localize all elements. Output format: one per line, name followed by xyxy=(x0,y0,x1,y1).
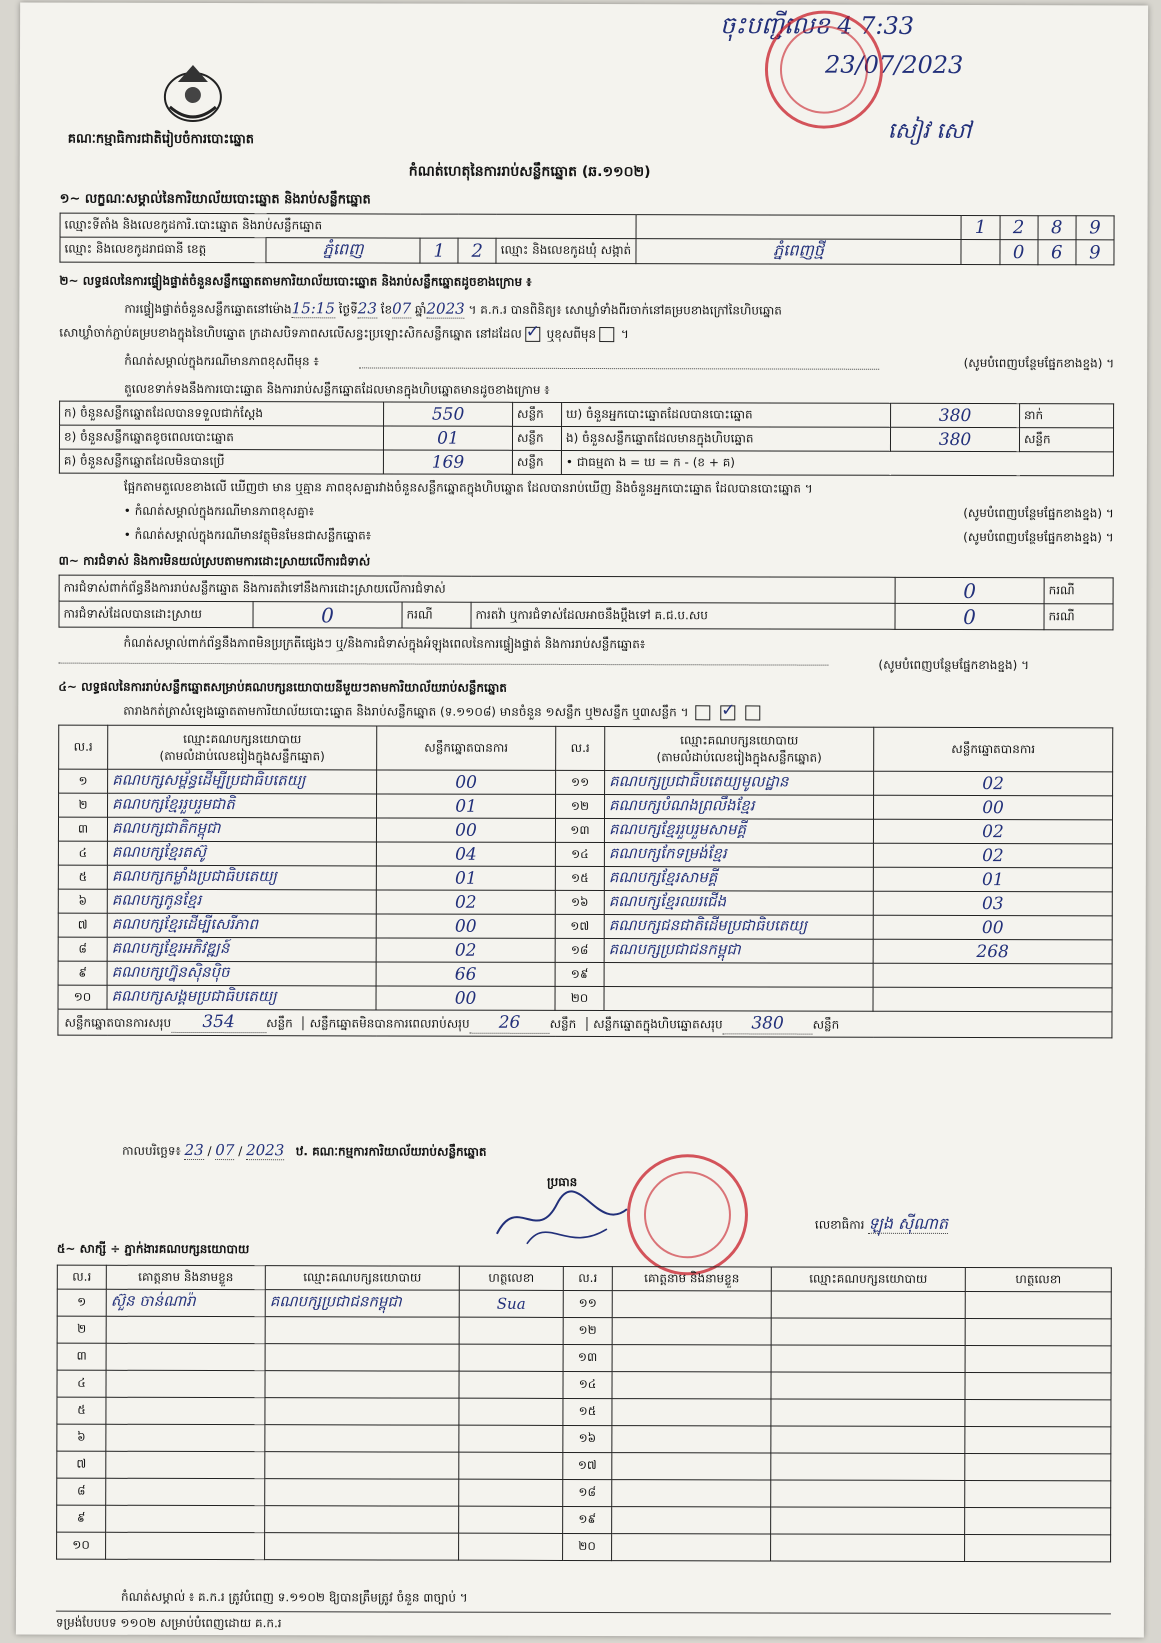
party-name xyxy=(604,987,873,1012)
party-votes: 02 xyxy=(376,890,555,914)
party-name: គណបក្សខ្មែរអភិវឌ្ឍន៍ xyxy=(107,937,376,962)
witness-name[interactable] xyxy=(106,1316,265,1343)
s2-note1: កំណត់សម្គាល់ក្នុងករណីមានភាពខុសពីមុន ៖ (សូមបំពេញបន្ថែមផ្នែកខាងខ្នង) ។ xyxy=(124,353,1115,371)
party-votes: 00 xyxy=(377,770,556,794)
commune-name: ភ្នំពេញថ្មី xyxy=(636,239,962,265)
voters-voted: 380 xyxy=(891,403,1020,427)
party-votes: 00 xyxy=(873,915,1112,940)
date-year: 2023 xyxy=(246,1141,285,1160)
witness-signature[interactable] xyxy=(459,1317,563,1344)
s1-table xyxy=(59,213,1114,266)
witness-number: ២ xyxy=(57,1316,106,1343)
party-votes: 00 xyxy=(874,795,1113,820)
party-number: ៨ xyxy=(58,937,107,961)
s5-witness-table: ល.រ គោត្តនាម និងនាមខ្លួន ឈ្មោះគណបក្សនយោបាយ ហត្ថលេខា ល.រ គោត្តនាម និងនាមខ្លួន ឈ្មោះគណបក្សនយោបាយ ហត្ថលេខា ១ ស៊ួន ចាន់ណារ៉ា គណបក្សប្រជាជនកម្ពុជា Sua ១១ ២ ១២ ៣ ១៣ ៤ ១៤ ៥ ១៥ ៦ ១៦ ៧ ១៧ ៨ ១៨ ៩ ១៩ ១០ ២០ xyxy=(56,1265,1112,1563)
witness-signature[interactable] xyxy=(459,1506,563,1533)
s2-line1: ការផ្ទៀងផ្ទាត់ចំនួនសន្លឹកឆ្នោតនៅម៉ោង15:15 ថ្ងៃទី23 ខែ07 ឆ្នាំ2023 ។ គ.ក.រ បានពិនិត្យ៖ សោឃ្លាំទាំងពីរចាក់នៅគម្របខាងក្រៅនៃហិបឆ្នោត xyxy=(124,299,782,318)
party-number: ១០ xyxy=(58,985,107,1009)
party-name: គណបក្សកម្លាំងប្រជាធិបតេយ្យ xyxy=(107,865,376,890)
province-name: ភ្នំពេញ xyxy=(266,238,420,263)
witness-name[interactable] xyxy=(106,1478,265,1505)
party-number: ៦ xyxy=(58,889,107,913)
party-name: គណបក្សសង្គមប្រជាធិបតេយ្យ xyxy=(107,985,376,1010)
witness-number: ១ xyxy=(57,1289,106,1316)
witness-party[interactable] xyxy=(771,1345,965,1373)
chair-signature xyxy=(487,1184,637,1254)
party-number: ១៥ xyxy=(555,866,604,890)
commune-digit: 9 xyxy=(1076,240,1114,265)
committee-stamp xyxy=(627,1154,748,1275)
witness-signature[interactable] xyxy=(459,1452,563,1479)
s2-bullet2: • កំណត់សម្គាល់ក្នុងករណីមានវត្ថុមិនមែនជាសន្លឹកឆ្នោត៖ (សូមបំពេញបន្ថែមផ្នែកខាងខ្នង) ។ xyxy=(123,527,1114,545)
party-votes: 02 xyxy=(873,843,1112,868)
witness-name[interactable] xyxy=(106,1370,265,1397)
witness-name[interactable] xyxy=(612,1318,771,1345)
party-number: ១ xyxy=(59,769,108,793)
witness-number: ១៣ xyxy=(563,1344,612,1371)
witness-name[interactable] xyxy=(106,1424,265,1451)
ballots-received: 550 xyxy=(384,402,513,426)
witness-name[interactable] xyxy=(612,1291,771,1318)
witness-number: ៤ xyxy=(57,1370,106,1397)
party-votes: 268 xyxy=(873,939,1112,964)
s1-row2-label1: ឈ្មោះ និងលេខកូដរាជធានី ខេត្ត xyxy=(60,237,266,263)
party-name: គណបក្សខ្មែរឈរជើង xyxy=(604,891,873,916)
witness-party[interactable] xyxy=(265,1533,459,1561)
party-name: គណបក្សជនជាតិដើមប្រជាធិបតេយ្យ xyxy=(604,915,873,940)
table-row xyxy=(57,1478,1111,1508)
party-votes: 02 xyxy=(376,938,555,962)
total-in-box: 380 xyxy=(723,1013,813,1034)
table-row xyxy=(57,1343,1111,1373)
witness-number: ៣ xyxy=(57,1343,106,1370)
witness-party[interactable] xyxy=(265,1425,459,1453)
commune-digit: 0 xyxy=(1000,240,1038,265)
table-row xyxy=(58,961,1112,988)
party-votes: 03 xyxy=(873,891,1112,916)
witness-party[interactable] xyxy=(771,1399,965,1427)
witness-signature[interactable] xyxy=(459,1398,563,1425)
s1-digit: 2 xyxy=(1000,216,1038,240)
witness-signature[interactable] xyxy=(965,1535,1111,1562)
date-day: 23 xyxy=(184,1140,204,1160)
date-month: 07 xyxy=(215,1141,235,1160)
party-name: គណបក្សបំណងព្រលឹងខ្មែរ xyxy=(605,795,874,820)
witness-signature[interactable] xyxy=(965,1427,1111,1454)
party-number: ១១ xyxy=(556,770,605,794)
s1-digit: 8 xyxy=(1038,216,1076,240)
objections-count: 0 xyxy=(895,577,1044,603)
witness-number: ១៧ xyxy=(563,1452,612,1479)
table-row xyxy=(57,1370,1111,1400)
table-row xyxy=(57,1451,1111,1481)
table-row xyxy=(57,1316,1111,1346)
ballots-unused: 169 xyxy=(383,450,512,474)
table-row xyxy=(59,793,1113,820)
appeals-count: 0 xyxy=(895,603,1044,629)
party-votes: 01 xyxy=(377,794,556,818)
count-time: 15:15 xyxy=(291,299,335,318)
witness-party[interactable] xyxy=(771,1318,965,1346)
s2-check-line: ផ្អែកតាមតួលេខខាងលើ ឃើញថា មាន ឬគ្មាន ភាពខុសគ្នារវាងចំនួនសន្លឹកឆ្នោតក្នុងហិបឆ្នោត ដែលបានរាប់ឃើញ និងចំនួនអ្នកបោះឆ្នោត ដែលបានបោះឆ្នោត ។ xyxy=(123,479,813,496)
party-name: គណបក្សសម្ព័ន្ធដើម្បីប្រជាធិបតេយ្យ xyxy=(108,769,377,794)
table-row xyxy=(58,937,1112,964)
table-row xyxy=(58,913,1112,940)
witness-name[interactable] xyxy=(106,1505,265,1532)
party-number: ២០ xyxy=(555,986,604,1010)
s1-row2-label2: ឈ្មោះ និងលេខកូដឃុំ សង្កាត់ xyxy=(496,238,635,263)
table-row xyxy=(58,985,1112,1012)
party-name: គណបក្សប្រជាធិបតេយ្យមូលដ្ឋាន xyxy=(605,771,874,796)
total-valid: 354 xyxy=(171,1012,266,1033)
witness-signature[interactable] xyxy=(459,1425,563,1452)
witness-party[interactable] xyxy=(771,1426,965,1454)
ballots-spoiled: 01 xyxy=(383,426,512,450)
table-row xyxy=(57,1424,1111,1454)
changed-checkbox[interactable] xyxy=(599,327,614,342)
count-month: 07 xyxy=(392,299,412,318)
party-name: គណបក្សប្រជាជនកម្ពុជា xyxy=(604,939,873,964)
province-digit: 2 xyxy=(458,238,496,263)
party-name: គណបក្សកូនខ្មែរ xyxy=(107,889,376,914)
party-number: ១២ xyxy=(556,794,605,818)
witness-signature[interactable] xyxy=(459,1533,563,1560)
party-name: គណបក្សកែទម្រង់ខ្មែរ xyxy=(604,843,873,868)
party-number: ៥ xyxy=(58,865,107,889)
table-row xyxy=(59,769,1113,796)
witness-number: ១១ xyxy=(563,1290,612,1317)
province-digit: 1 xyxy=(420,238,458,263)
table-row xyxy=(58,889,1112,916)
table-row xyxy=(58,841,1112,868)
witness-number: ៨ xyxy=(57,1478,106,1505)
count-day: 23 xyxy=(357,299,377,318)
witness-number: ៩ xyxy=(57,1505,106,1532)
witness-party[interactable] xyxy=(771,1534,965,1562)
witness-name[interactable] xyxy=(612,1345,771,1372)
party-number: ១៤ xyxy=(555,842,604,866)
sheet-2-checkbox[interactable] xyxy=(720,705,735,720)
party-number: ៩ xyxy=(58,961,107,985)
org-name: គណៈកម្មាធិការជាតិរៀបចំការបោះឆ្នោត xyxy=(67,131,255,148)
witness-number: ១០ xyxy=(57,1532,106,1559)
receipt-signature: សៀវ សៅ xyxy=(887,118,972,145)
witness-signature[interactable] xyxy=(965,1481,1111,1508)
commune-digit: 6 xyxy=(1038,240,1076,265)
witness-signature[interactable] xyxy=(965,1346,1111,1373)
party-votes xyxy=(873,987,1112,1012)
count-year: 2023 xyxy=(426,299,465,318)
party-votes: 04 xyxy=(376,842,555,866)
party-number: ៤ xyxy=(58,841,107,865)
party-name: គណបក្សខ្មែរដើម្បីសេរីភាព xyxy=(107,913,376,938)
chair-label: ប្រធាន xyxy=(547,1174,578,1189)
witness-party[interactable] xyxy=(771,1453,965,1481)
witness-name[interactable] xyxy=(612,1453,771,1480)
witness-signature[interactable] xyxy=(965,1508,1111,1535)
witness-signature[interactable] xyxy=(459,1479,563,1506)
witness-number: ៦ xyxy=(57,1424,106,1451)
party-name: គណបក្សជាតិកម្ពុជា xyxy=(107,817,376,842)
witness-party: គណបក្សប្រជាជនកម្ពុជា xyxy=(265,1290,459,1318)
form-note: ទម្រង់បែបបទ ១១០២ សម្រាប់បំពេញដោយ គ.ក.រ xyxy=(55,1615,282,1631)
s3-table: ការជំទាស់ពាក់ព័ន្ធនឹងការរាប់សន្លឹកឆ្នោត និងការតវ៉ាទៅនឹងការដោះស្រាយលើការជំទាស់ 0 ករណី ការជំទាស់ដែលបានដោះស្រាយ 0 ករណី ការតវ៉ា ឬការជំទាស់ដែលអាចនឹងប្តឹងទៅ គ.ជ.ប.សប 0 ករណី xyxy=(59,575,1114,631)
party-votes: 00 xyxy=(376,986,555,1010)
witness-party[interactable] xyxy=(265,1506,459,1534)
s4-heading: ៤~ លទ្ធផលនៃការរាប់សន្លឹកឆ្នោតសម្រាប់គណបក្សនយោបាយនីមួយៗតាមការិយាល័យរាប់សន្លឹកឆ្នោត xyxy=(58,679,507,695)
party-number: ១៣ xyxy=(555,818,604,842)
witness-signature[interactable] xyxy=(965,1292,1111,1319)
witness-name: ស៊ួន ចាន់ណារ៉ា xyxy=(106,1289,265,1316)
witness-number: ៧ xyxy=(57,1451,106,1478)
table-row xyxy=(57,1289,1111,1319)
party-votes: 00 xyxy=(376,914,555,938)
party-number: ១៦ xyxy=(555,890,604,914)
party-votes: 00 xyxy=(376,818,555,842)
witness-party[interactable] xyxy=(771,1480,965,1508)
witness-name[interactable] xyxy=(612,1534,771,1561)
witness-party[interactable] xyxy=(771,1291,965,1319)
witness-signature[interactable] xyxy=(459,1344,563,1371)
s3-note: កំណត់សម្គាល់ពាក់ព័ន្ធនឹងភាពមិនប្រក្រតីផ្សេងៗ ឬ/និងការជំទាស់ក្នុងអំឡុងពេលនៃការផ្ទៀងផ្ទាត់ និងការរាប់សន្លឹកឆ្នោត៖ xyxy=(123,635,646,652)
witness-number: ២០ xyxy=(563,1533,612,1560)
witness-party[interactable] xyxy=(771,1372,965,1400)
party-name: គណបក្សហ្វ៊ុនស៊ិនប៉ិច xyxy=(107,961,376,986)
s3-heading: ៣~ ការជំទាស់ និងការមិនយល់ស្របតាមការដោះស្រាយលើការជំទាស់ xyxy=(58,553,371,569)
witness-name[interactable] xyxy=(612,1480,771,1507)
total-invalid: 26 xyxy=(470,1013,550,1034)
s3-note-line[interactable] xyxy=(58,663,828,666)
witness-party[interactable] xyxy=(265,1479,459,1507)
s4-sub: តារាងកត់ត្រាសំឡេងឆ្នោតតាមការិយាល័យបោះឆ្នោត និងរាប់សន្លឹកឆ្នោត (ទ.១១០៨) មានចំនួន ១សន្លឹក ឬ២សន្លឹក ឬ៣សន្លឹក ។ ✓ xyxy=(123,703,763,723)
official-stamp-top xyxy=(765,10,883,128)
witness-name[interactable] xyxy=(106,1532,265,1559)
footnote: កំណត់សម្គាល់ ៖ គ.ក.រ ត្រូវបំពេញ ទ.១១០២ ឱ្យបានត្រឹមត្រូវ ចំនួន ៣ច្បាប់ ។ xyxy=(120,1589,468,1605)
witness-party[interactable] xyxy=(771,1507,965,1535)
witness-signature[interactable] xyxy=(965,1373,1111,1400)
witness-party[interactable] xyxy=(265,1317,459,1345)
witness-number: ១២ xyxy=(563,1317,612,1344)
party-number: ២ xyxy=(59,793,108,817)
receipt-note: ចុះបញ្ជីលេខ 4 7:33 xyxy=(720,11,915,40)
s1-digit: 1 xyxy=(961,215,999,239)
party-votes: 02 xyxy=(874,771,1113,796)
witness-number: ១៥ xyxy=(563,1398,612,1425)
witness-number: ៥ xyxy=(57,1397,106,1424)
witness-signature[interactable] xyxy=(459,1371,563,1398)
witness-party[interactable] xyxy=(265,1344,459,1372)
table-row xyxy=(58,865,1112,892)
s1-digit: 9 xyxy=(1076,216,1114,240)
s2-bullet1: • កំណត់សម្គាល់ក្នុងករណីមានភាពខុសគ្នា៖ (សូមបំពេញបន្ថែមផ្នែកខាងខ្នង) ។ xyxy=(123,503,1114,521)
witness-name[interactable] xyxy=(612,1426,771,1453)
secretary-name: ឡុង ស៊ីណាត xyxy=(868,1213,949,1233)
table-row xyxy=(57,1532,1111,1562)
witness-number: ១៨ xyxy=(563,1479,612,1506)
witness-signature[interactable] xyxy=(965,1400,1111,1427)
form-title: កំណត់ហេតុនៃការរាប់សន្លឹកឆ្នោត (ឆ.១១០២) xyxy=(408,163,651,181)
witness-name[interactable] xyxy=(106,1343,265,1370)
witness-name[interactable] xyxy=(612,1399,771,1426)
s5-heading: ៥~ សាក្សី ÷ ភ្នាក់ងារគណបក្សនយោបាយ xyxy=(56,1241,250,1257)
s4-results-table: ល.រ ឈ្មោះគណបក្សនយោបាយ (តាមលំដាប់លេខរៀងក្នុងសន្លឹកឆ្នោត) សន្លឹកឆ្នោតបានការ ល.រ ឈ្មោះគណបក្សនយោបាយ (តាមលំដាប់លេខរៀងក្នុងសន្លឹកឆ្នោត) សន្លឹកឆ្នោតបានការ ១ គណបក្សសម្ព័ន្ធដើម្បីប្រជាធិបតេយ្យ 00 ១១ គណបក្សប្រជាធិបតេយ្យមូលដ្ឋាន 02 ២ គណបក្សខ្មែររួបរួមជាតិ 01 ១២ គណបក្សបំណងព្រលឹងខ្មែរ 00 ៣ គណបក្សជាតិកម្ពុជា 00 ១៣ គណបក្សខ្មែររួបរួមសាមគ្គី 02 ៤ គណបក្សខ្មែរតស៊ូ 04 ១៤ គណបក្សកែទម្រង់ខ្មែរ 02 ៥ គណបក្សកម្លាំងប្រជាធិបតេយ្យ 01 ១៥ គណបក្សខ្មែរសាមគ្គី 01 ៦ គណបក្សកូនខ្មែរ 02 ១៦ គណបក្សខ្មែរឈរជើង 03 ៧ គណបក្សខ្មែរដើម្បីសេរីភាព 00 ១៧ គណបក្សជនជាតិដើមប្រជាធិបតេយ្យ 00 ៨ គណបក្សខ្មែរអភិវឌ្ឍន៍ 02 ១៨ គណបក្សប្រជាជនកម្ពុជា 268 ៩ គណបក្សហ្វ៊ុនស៊ិនប៉ិច 66 ១៩ ១០ គណបក្សសង្គមប្រជាធិបតេយ្យ 00 ២០ សន្លឹកឆ្នោតបានការសរុប 354 សន្លឹក សន្លឹកឆ្នោតមិនបានការពេលរាប់សរុប 26 សន្លឹក សន្លឹកឆ្នោតក្នុងហិបឆ្នោតសរុប 380 សន្លឹក xyxy=(57,725,1113,1039)
sheet-1-checkbox[interactable] xyxy=(695,705,710,720)
s2-line2: សោឃ្លាំចាក់ភ្ជាប់គម្របខាងក្នុងនៃហិបឆ្នោត ក្រដាសបិទភាពសលើសន្ធះប្រឡោះសិកសន្លឹកឆ្នោត នៅដដែល✓ ឬខុសពីមុន ។ xyxy=(59,325,629,344)
s2-figures-table: ក) ចំនួនសន្លឹកឆ្នោតដែលបានទទួលជាក់ស្តែង 550 សន្លឹក ឃ) ចំនួនអ្នកបោះឆ្នោតដែលបានបោះឆ្នោត 380 នាក់ ខ) ចំនួនសន្លឹកឆ្នោតខូចពេលបោះឆ្នោត 01 សន្លឹក ង) ចំនួនសន្លឹកឆ្នោតដែលមានក្នុងហិបឆ្នោត 380 សន្លឹក គ) ចំនួនសន្លឹកឆ្នោតដែលមិនបានប្រើ 169 សន្លឹក • ជាធម្មតា ង = ឃ = ក - (ខ + គ) xyxy=(59,401,1114,477)
party-votes xyxy=(873,963,1112,988)
ballots-in-box: 380 xyxy=(890,427,1019,451)
witness-name[interactable] xyxy=(106,1451,265,1478)
witness-party[interactable] xyxy=(265,1371,459,1399)
witness-signature[interactable] xyxy=(965,1454,1111,1481)
table-row xyxy=(57,1505,1111,1535)
party-votes: 02 xyxy=(873,819,1112,844)
party-name xyxy=(604,963,873,988)
witness-signature[interactable] xyxy=(965,1319,1111,1346)
party-number: ១៩ xyxy=(555,962,604,986)
s2-heading: ២~ លទ្ធផលនៃការផ្ទៀងផ្ទាត់ចំនួនសន្លឹកឆ្នោតតាមការិយាល័យបោះឆ្នោត និងរាប់សន្លឹកឆ្នោតដូចខាងក្រោម ៖ xyxy=(59,273,532,289)
table-row xyxy=(57,1397,1111,1427)
witness-name[interactable] xyxy=(106,1397,265,1424)
party-votes: 01 xyxy=(873,867,1112,892)
party-votes: 66 xyxy=(376,962,555,986)
party-name: គណបក្សខ្មែររួបរួមជាតិ xyxy=(108,793,377,818)
s4-date-line: កាលបរិច្ឆេទ៖ 23 / 07 / 2023 ឋ. គណៈកម្មការការិយាល័យរាប់សន្លឹកឆ្នោត xyxy=(122,1140,487,1160)
s2-intro: តួលេខទាក់ទងនឹងការបោះឆ្នោត និងការរាប់សន្លឹកឆ្នោតដែលមានក្នុងហិបឆ្នោតមានដូចខាងក្រោម ៖ xyxy=(124,381,550,397)
receipt-date: 23/07/2023 xyxy=(824,50,964,79)
footer-rule xyxy=(56,1611,1111,1615)
witness-signature: Sua xyxy=(459,1290,563,1317)
witness-party[interactable] xyxy=(265,1452,459,1480)
witness-name[interactable] xyxy=(612,1372,771,1399)
party-name: គណបក្សខ្មែរតស៊ូ xyxy=(107,841,376,866)
party-number: ១៨ xyxy=(555,938,604,962)
emblem-icon xyxy=(148,57,238,127)
s1-heading: ១~ លក្ខណៈសម្គាល់នៃការិយាល័យបោះឆ្នោត និងរាប់សន្លឹកឆ្នោត xyxy=(59,191,371,208)
unchanged-checkbox[interactable] xyxy=(525,327,540,342)
secretary-line: លេខាធិការ ឡុង ស៊ីណាត xyxy=(814,1213,949,1233)
witness-number: ១៤ xyxy=(563,1371,612,1398)
resolved-count: 0 xyxy=(253,602,402,628)
witness-party[interactable] xyxy=(265,1398,459,1426)
witness-number: ១៦ xyxy=(563,1425,612,1452)
sheet-3-checkbox[interactable] xyxy=(745,705,760,720)
witness-number: ១៩ xyxy=(563,1506,612,1533)
party-name: គណបក្សខ្មែរសាមគ្គី xyxy=(604,867,873,892)
party-number: ៣ xyxy=(58,817,107,841)
party-number: ១៧ xyxy=(555,914,604,938)
witness-name[interactable] xyxy=(612,1507,771,1534)
s1-row1-label: ឈ្មោះទីតាំង និងលេខកូដការិ.បោះឆ្នោត និងរាប់សន្លឹកឆ្នោត xyxy=(60,213,636,239)
party-number: ៧ xyxy=(58,913,107,937)
party-name: គណបក្សខ្មែររួបរួមសាមគ្គី xyxy=(604,819,873,844)
party-votes: 01 xyxy=(376,866,555,890)
table-row xyxy=(58,817,1112,844)
document-page: ចុះបញ្ជីលេខ 4 7:33 23/07/2023 សៀវ សៅ គណៈកម្មាធិការជាតិរៀបចំការបោះឆ្នោត កំណត់ហេតុនៃការរាប់សន្លឹកឆ្នោត (ឆ.១១០២) ១~ លក្ខណៈសម្គាល់នៃការិយាល័យបោះឆ្នោត និងរាប់សន្លឹកឆ្នោត ឈ្មោះទីតាំង និងលេខកូដការិ.បោះឆ្នោត និងរាប់សន្លឹកឆ្នោត 1 2 8 9 ឈ្មោះ និងលេខកូដរាជធានី ខេត្ត ភ្នំពេញ 1 2 ឈ្មោះ និងលេខកូដឃុំ សង្កាត់ ភ្នំពេញថ្មី 0 6 9 ២~ លទ្ធផលនៃការផ្ទៀងផ្ទាត់ចំនួនសន្លឹកឆ្នោតតាមការិយាល័យបោះឆ្នោត និងរាប់សន្លឹកឆ្នោតដូចខាងក្រោម ៖ ការផ្ទៀងផ្ទាត់ចំនួនសន្លឹកឆ្នោតនៅម៉ោង15:15 ថ្ងៃទី23 ខែ07 ឆ្នាំ2023 ។ គ.ក.រ បានពិនិត្យ៖ សោឃ្លាំទាំងពីរចាក់នៅគម្របខាងក្រៅនៃហិបឆ្នោត សោឃ្លាំចាក់ភ្ជាប់គម្របខាងក្នុងនៃហិបឆ្នោត ក្រដាសបិទភាពសលើសន្ធះប្រឡោះសិកសន្លឹកឆ្នោត នៅដដែល✓ ឬខុសពីមុន ។ កំណត់សម្គាល់ក្នុងករណីមានភាពខុសពីមុន ៖ (សូមបំពេញបន្ថែមផ្នែកខាងខ្នង) ។ តួលេខទាក់ទងនឹងការបោះឆ្នោត និងការរាប់សន្លឹកឆ្នោតដែលមានក្នុងហិបឆ្នោតមានដូចខាងក្រោម ៖ ក) ចំនួនសន្លឹកឆ្នោតដែលបានទទួលជាក់ស្តែង 550 សន្លឹក ឃ) ចំនួនអ្នកបោះឆ្នោតដែលបានបោះឆ្នោត 380 នាក់ ខ) ចំនួនសន្លឹកឆ្នោតខូចពេលបោះឆ្នោត 01 សន្លឹក ង) ចំនួនសន្លឹកឆ្នោតដែលមានក្នុងហិបឆ្នោត 380 សន្លឹក គ) ចំនួនសន្លឹកឆ្នោតដែលមិនបានប្រើ 169 សន្លឹក • ជាធម្មតា ង = ឃ = ក - (ខ + គ) ផ្អែកតាមតួលេខខាងលើ ឃើញថា មាន ឬគ្មាន ភាពខុសគ្នារវាងចំនួនសន្លឹកឆ្នោតក្នុងហិបឆ្នោត ដែលបានរាប់ឃើញ និងចំនួនអ្នកបោះឆ្នោត ដែលបានបោះឆ្នោត ។ • កំណត់សម្គាល់ក្នុងករណីមានភាពខុសគ្នា៖ (សូមបំពេញបន្ថែមផ្នែកខាងខ្នង) ។ • កំណត់សម្គាល់ក្នុងករណីមានវត្ថុមិនមែនជាសន្លឹកឆ្នោត៖ (សូមបំពេញបន្ថែមផ្នែកខាងខ្នង) ។ ៣~ ការជំទាស់ និងការមិនយល់ស្របតាមការដោះស្រាយលើការជំទាស់ ការជំទាស់ពាក់ព័ន្ធនឹងការរាប់សន្លឹកឆ្នោត និងការតវ៉ាទៅនឹងការដោះស្រាយលើការជំទាស់ 0 ករណី ការជំទាស់ដែលបានដោះស្រាយ 0 ករណី ការតវ៉ា ឬការជំទាស់ដែលអាចនឹងប្តឹងទៅ គ.ជ.ប.សប 0 ករណី កំណត់សម្គាល់ពាក់ព័ន្ធនឹងភាពមិនប្រក្រតីផ្សេងៗ ឬ/និងការជំទាស់ក្នុងអំឡុងពេលនៃការផ្ទៀងផ្ទាត់ និងការរាប់សន្លឹកឆ្នោត៖ (សូមបំពេញបន្ថែមផ្នែកខាងខ្នង) ។ ៤~ លទ្ធផលនៃការរាប់សន្លឹកឆ្នោតសម្រាប់គណបក្សនយោបាយនីមួយៗតាមការិយាល័យរាប់សន្លឹកឆ្នោត តារាងកត់ត្រាសំឡេងឆ្នោតតាមការិយាល័យបោះឆ្នោត និងរាប់សន្លឹកឆ្នោត (ទ.១១០៨) មានចំនួន ១សន្លឹក ឬ២សន្លឹក ឬ៣សន្លឹក ។ ✓ ល.រ ឈ្មោះគណបក្សនយោបាយ (តាមលំដាប់លេខរៀងក្នុងសន្លឹកឆ្នោត) សន្លឹកឆ្នោតបានការ ល.រ ឈ្មោះគណបក្សនយោបាយ (តាមលំដាប់លេខរៀងក្នុងសន្លឹកឆ្នោត) សន្លឹកឆ្នោតបានការ ១ គណបក្សសម្ព័ន្ធដើម្បីប្រជាធិបតេយ្យ 00 ១១ គណបក្សប្រជាធិបតេយ្យមូលដ្ឋាន 02 ២ គណបក្សខ្មែររួបរួមជាតិ 01 ១២ គណបក្សបំណងព្រលឹងខ្មែរ 00 ៣ គណបក្សជាតិកម្ពុជា 00 ១៣ គណបក្សខ្មែររួបរួមសាមគ្គី 02 ៤ គណបក្សខ្មែរតស៊ូ 04 ១៤ គណបក្សកែទម្រង់ខ្មែរ 02 ៥ គណបក្សកម្លាំងប្រជាធិបតេយ្យ 01 ១៥ គណបក្សខ្មែរសាមគ្គី 01 ៦ គណបក្សកូនខ្មែរ 02 ១៦ គណបក្សខ្មែរឈរជើង 03 ៧ គណបក្សខ្មែរដើម្បីសេរីភាព 00 ១៧ គណបក្សជនជាតិដើមប្រជាធិបតេយ្យ 00 ៨ គណបក្សខ្មែរអភិវឌ្ឍន៍ 02 ១៨ គណបក្សប្រជាជនកម្ពុជា 268 ៩ គណបក្សហ្វ៊ុនស៊ិនប៉ិច 66 ១៩ ១០ គណបក្សសង្គមប្រជាធិបតេយ្យ 00 ២០ សន្លឹកឆ្នោតបានការសរុប 354 សន្លឹក សន្លឹកឆ្នោតមិនបានការពេលរាប់សរុប 26 សន្លឹក សន្លឹកឆ្នោតក្នុងហិបឆ្នោតសរុប 380 សន្លឹក កាលបរិច្ឆេទ៖ 23 / 07 / 2023 ឋ. គណៈកម្មការការិយាល័យរាប់សន្លឹកឆ្នោត ប្រធាន លេខាធិការ ឡុង ស៊ីណាត ៥~ សាក្សី ÷ ភ្នាក់ងារគណបក្សនយោបាយ ល.រ គោត្តនាម និងនាមខ្លួន ឈ្មោះគណបក្សនយោបាយ ហត្ថលេខា ល.រ គោត្តនាម និងនាមខ្លួន ឈ្មោះគណបក្សនយោបាយ ហត្ថលេខា ១ ស៊ួន ចាន់ណារ៉ា គណបក្សប្រជាជនកម្ពុជា Sua ១១ ២ ១២ ៣ ១៣ ៤ ១៤ ៥ ១៥ ៦ ១៦ ៧ ១៧ ៨ ១៨ ៩ ១៩ ១០ ២០ កំណត់សម្គាល់ ៖ គ.ក.រ ត្រូវបំពេញ ទ.១១០២ ឱ្យបានត្រឹមត្រូវ ចំនួន ៣ច្បាប់ ។ ទម្រង់បែបបទ ១១០២ សម្រាប់បំពេញដោយ គ.ក.រ xyxy=(16,3,1148,1638)
